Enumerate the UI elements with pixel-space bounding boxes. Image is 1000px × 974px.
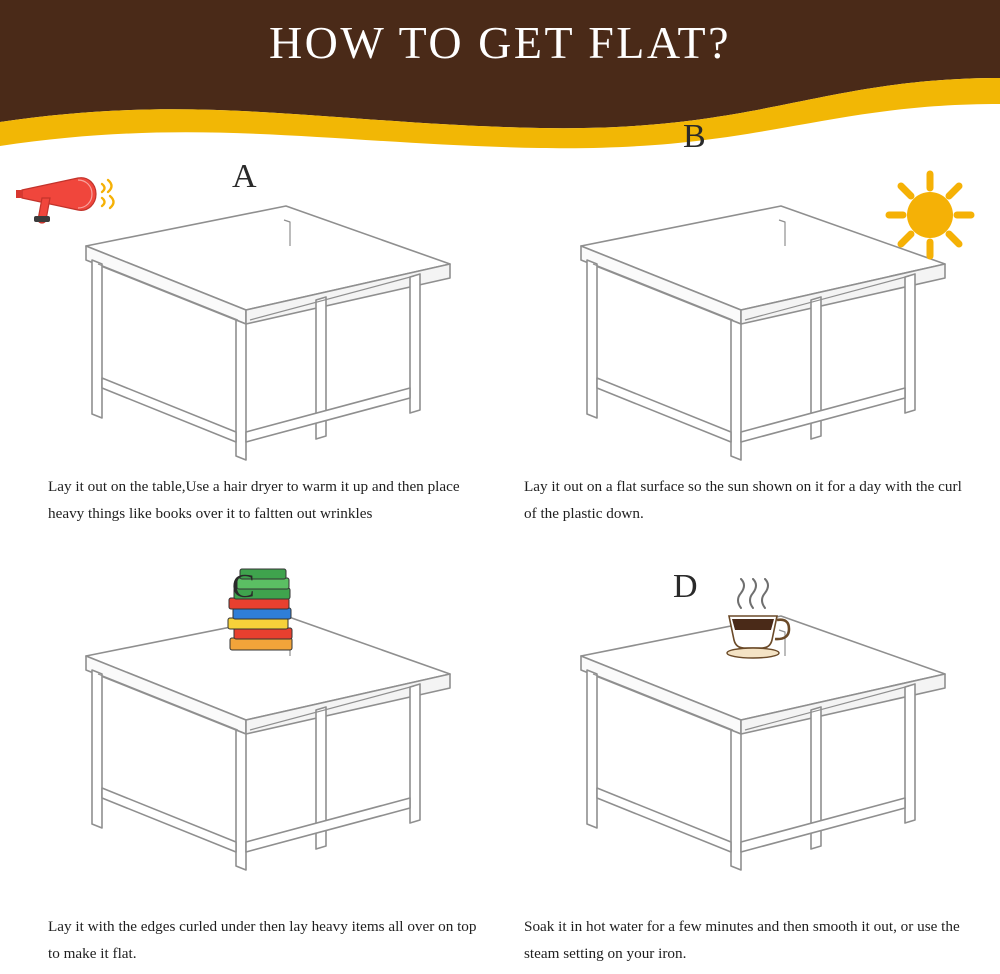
panel-c-illustration xyxy=(10,570,490,880)
stack-of-books-icon xyxy=(208,560,318,670)
panel-c xyxy=(10,570,490,970)
header-banner xyxy=(0,0,1000,155)
panel-d-illustration xyxy=(505,570,985,880)
panel-b-illustration xyxy=(505,160,985,470)
panel-a-caption: Lay it out on the table,Use a hair dryer to warm it up and then place heavy things like books over it to faltten out wrinkles xyxy=(48,478,460,522)
hair-dryer-icon xyxy=(16,168,126,238)
panel-b-letter: B xyxy=(683,118,706,155)
panel-d xyxy=(505,570,985,970)
panel-a-illustration xyxy=(10,160,490,470)
panel-d-letter: D xyxy=(673,568,698,605)
panel-b-caption: Lay it out on a flat surface so the sun shown on it for a day with the curl of the plastic down. xyxy=(524,478,962,522)
panel-grid xyxy=(0,118,1000,974)
sun-icon xyxy=(875,160,985,270)
panel-d-caption: Soak it in hot water for a few minutes and then smooth it out, or use the steam setting on your iron. xyxy=(524,918,960,962)
hot-coffee-cup-icon xyxy=(701,578,801,678)
panel-c-letter: C xyxy=(232,568,255,605)
page-title: HOW TO GET FLAT? xyxy=(268,17,732,68)
panel-a-letter: A xyxy=(232,158,257,195)
panel-c-caption: Lay it with the edges curled under then lay heavy items all over on top to make it flat. xyxy=(48,918,477,962)
